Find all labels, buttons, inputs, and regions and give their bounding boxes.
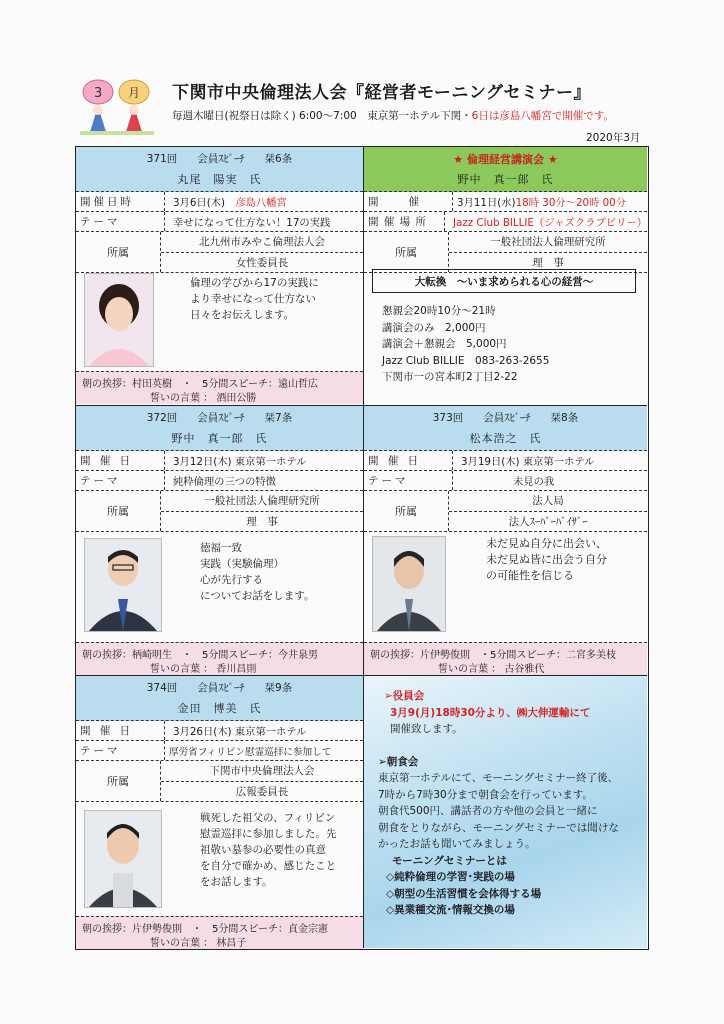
theme-label: テーマ <box>76 212 165 231</box>
session-header <box>364 406 647 451</box>
message-line: 未だ見ぬ自分に出会い、 <box>486 537 607 550</box>
lecture-header <box>364 147 647 192</box>
theme-value: 幸せになって仕方ない！17の実践 <box>173 217 331 229</box>
date-label: 開 催 日 <box>76 451 165 470</box>
greeting-line: 朝の挨拶：村田英樹 ・ 5分間スピーチ：遠山哲広 <box>82 379 318 390</box>
oath-line: 誓いの言葉 ： 酒田公勝 <box>150 393 257 404</box>
oath-line: 誓いの言葉 ： 香川昌則 <box>150 664 257 675</box>
speaker-message <box>200 540 314 604</box>
schedule-subtitle <box>172 108 614 123</box>
session-type: 会員ｽﾋﾟｰﾁ <box>197 153 245 165</box>
detail-line: 懇親会20時10分～21時 <box>382 305 496 317</box>
seminar-bullet: ◇純粋倫理の学習･実践の場 <box>386 871 515 883</box>
affiliation-role: 法人ｽｰﾊﾟｰﾊﾞｲｻﾞｰ <box>508 515 588 528</box>
breakfast-line: 7時から7時30分まで朝食会を行っています。 <box>378 788 593 801</box>
greeting-line: 朝の挨拶：柄崎明生 ・ 5分間スピーチ：今井泉男 <box>82 650 318 661</box>
lecture-heading: ★ 倫理経営講演会 ★ <box>453 153 558 166</box>
session-374 <box>76 675 363 948</box>
session-header <box>76 147 363 192</box>
seminar-bullet: ◇異業種交流･情報交換の場 <box>386 904 515 916</box>
message-line: 心が先行する <box>200 574 263 586</box>
affiliation-label: 所属 <box>76 491 161 531</box>
message-line: 戦死した祖父の、フィリピン <box>200 812 336 824</box>
date-text: 3月11日(水) <box>457 197 516 209</box>
message-line: の可能性を信じる <box>486 569 574 582</box>
message-line: 徳福一致 <box>200 542 242 554</box>
session-article: 栞9条 <box>264 682 293 694</box>
greeting-footer <box>76 642 363 675</box>
greeting-line: 朝の挨拶：片伊勢俊則 ・5分間スピーチ：二宮多美枝 <box>370 650 616 661</box>
time-red: 18時 30分～20時 00分 <box>515 197 627 209</box>
message-line: をお話します。 <box>200 876 273 888</box>
speaker-name: 丸尾 陽実 氏 <box>177 173 262 186</box>
date-text: 3月6日(木) <box>173 197 226 209</box>
affiliation-role: 理 事 <box>246 515 278 528</box>
greeting-footer <box>364 642 647 675</box>
speaker-photo <box>84 810 162 908</box>
speaker-message <box>200 810 337 890</box>
message-line: 倫理の学びから17の実践に <box>190 277 319 289</box>
speaker-photo <box>372 536 446 632</box>
issue-date: 2020年3月 <box>586 132 641 144</box>
schedule-grid <box>75 146 649 950</box>
date-value <box>453 194 626 209</box>
message-line: より幸せになって仕方ない <box>190 293 316 305</box>
session-header <box>76 676 363 721</box>
speaker-name: 松本浩之 氏 <box>469 432 542 445</box>
speaker-name: 金田 博美 氏 <box>177 702 262 715</box>
seminar-about-heading: モーニングセミナーとは <box>392 854 507 867</box>
theme-value: 未見の我 <box>513 476 555 488</box>
message-line: 未だ見ぬ皆に出会う自分 <box>486 553 607 566</box>
session-article: 栞6条 <box>264 153 293 165</box>
speaker-message <box>190 275 319 323</box>
speaker-photo <box>84 273 154 367</box>
session-371 <box>76 147 363 405</box>
theme-label: テーマ <box>364 471 453 490</box>
session-article: 栞7条 <box>264 412 293 424</box>
session-number: 371回 <box>146 153 178 165</box>
breakfast-line: 東京第一ホテルにて、モーニングセミナー終了後、 <box>378 772 619 784</box>
message-line: 祖敬い墓参の必要性の真意 <box>200 844 326 856</box>
session-article: 栞8条 <box>550 412 579 424</box>
detail-line: 下関市一の宮本町2丁目2-22 <box>382 371 518 383</box>
oath-line: 誓いの言葉 ： 林昌子 <box>150 938 247 949</box>
affiliation-label: 所属 <box>364 232 449 272</box>
session-number: 373回 <box>432 412 464 424</box>
affiliation-label: 所属 <box>76 232 161 272</box>
date-value: 3月19日(木) 東京第一ホテル <box>461 456 595 468</box>
lecture-title-box: 大転換 ～いま求められる心の経営～ <box>372 269 636 293</box>
notice-panel <box>363 675 647 948</box>
affiliation-org: 一般社団法人倫理研究所 <box>161 491 363 512</box>
logo-text-3: 3 <box>94 86 103 101</box>
session-373 <box>363 405 647 675</box>
speaker-name: 野中 真一郎 氏 <box>171 432 268 445</box>
message-line: 実践（実験倫理） <box>200 558 284 570</box>
oath-line: 誓いの言葉 ： 古谷雅代 <box>438 664 545 675</box>
affiliation-org: 一般社団法人倫理研究所 <box>449 232 647 253</box>
detail-line: 講演会のみ 2,000円 <box>382 321 486 334</box>
greeting-line: 朝の挨拶：片伊勢俊則 ・ 5分間スピーチ：貞金宗憲 <box>82 924 328 935</box>
lecture-speaker: 野中 真一郎 氏 <box>457 173 554 186</box>
date-value <box>165 194 287 209</box>
affiliation-label: 所属 <box>76 761 161 801</box>
affiliation-org: 法人局 <box>449 491 647 512</box>
lecture-details <box>382 303 549 386</box>
theme-label: テーマ <box>76 471 165 490</box>
date-value: 3月26日(木) 東京第一ホテル <box>173 726 307 738</box>
speaker-photo <box>84 538 162 632</box>
greeting-footer <box>76 916 363 949</box>
session-number: 372回 <box>146 412 178 424</box>
affiliation-role: 広報委員長 <box>235 785 289 798</box>
affiliation-org: 下関市中央倫理法人会 <box>161 761 363 782</box>
subtitle-venue-note: 6日は彦島八幡宮で開催です。 <box>471 110 615 122</box>
detail-line: 講演会＋懇親会 5,000円 <box>382 338 507 350</box>
venue-red: 彦島八幡宮 <box>235 197 287 209</box>
date-label: 開 催 <box>364 192 453 211</box>
message-line: 慰霊巡拝に参加しました。先 <box>200 828 337 840</box>
seminar-bullet: ◇朝型の生活習慣を会体得する場 <box>386 887 542 900</box>
session-type: 会員ｽﾋﾟｰﾁ <box>483 412 531 424</box>
message-line: 日々をお伝えします。 <box>190 309 295 321</box>
message-line: についてお話をします。 <box>200 590 315 602</box>
theme-value: 厚労省フィリピン慰霊巡拝に参加して <box>169 746 332 758</box>
venue-value: Jazz Club BILLIE（ジャズクラブビリー） <box>453 217 647 229</box>
logo-text-month: 月 <box>128 86 141 100</box>
theme-value: 純粋倫理の三つの特徴 <box>173 476 276 488</box>
affiliation-org: 北九州市みやこ倫理法人会 <box>161 232 363 253</box>
session-number: 374回 <box>146 682 178 694</box>
speaker-message <box>486 536 607 584</box>
board-meeting-detail: 3月9(月)18時30分より、㈱大伸運輸にて <box>390 706 591 719</box>
greeting-footer <box>76 371 363 404</box>
page-title: 下関市中央倫理法人会『経営者モーニングセミナー』 <box>172 83 591 103</box>
session-372 <box>76 405 363 675</box>
breakfast-line: かったお話も聞いてみましょう。 <box>378 838 536 850</box>
affiliation-label: 所属 <box>364 491 449 531</box>
date-label: 開催日時 <box>76 192 165 211</box>
subtitle-main: 毎週木曜日(祝祭日は除く) 6:00～7:00 東京第一ホテル下関・ <box>172 110 472 122</box>
lecture-event <box>363 147 647 405</box>
date-label: 開 催 日 <box>364 451 453 470</box>
session-type: 会員ｽﾋﾟｰﾁ <box>197 412 245 424</box>
date-label: 開 催 日 <box>76 721 165 740</box>
notice-content <box>364 676 647 948</box>
date-value: 3月12日(木) 東京第一ホテル <box>173 456 307 468</box>
affiliation-role: 理 事 <box>532 256 564 269</box>
session-type: 会員ｽﾋﾟｰﾁ <box>197 682 245 694</box>
breakfast-heading: ➢朝食会 <box>378 755 419 768</box>
hina-doll-logo <box>76 76 158 136</box>
breakfast-line: 朝食をとりながら、モーニングセミナーでは聞けな <box>378 821 619 834</box>
breakfast-line: 朝食代500円、講話者の方や他の会員と一緒に <box>378 805 598 817</box>
detail-line: Jazz Club BILLIE 083-263-2655 <box>382 354 550 367</box>
board-meeting-heading: ➢役員会 <box>384 690 425 702</box>
board-meeting-detail-2: 開催致します。 <box>390 723 463 735</box>
theme-label: テーマ <box>76 741 165 760</box>
venue-label: 開 催 場 所 <box>364 212 445 231</box>
affiliation-role: 女性委員長 <box>235 256 289 269</box>
session-header <box>76 406 363 451</box>
message-line: を自分で確かめ、感じたこと <box>200 860 337 872</box>
